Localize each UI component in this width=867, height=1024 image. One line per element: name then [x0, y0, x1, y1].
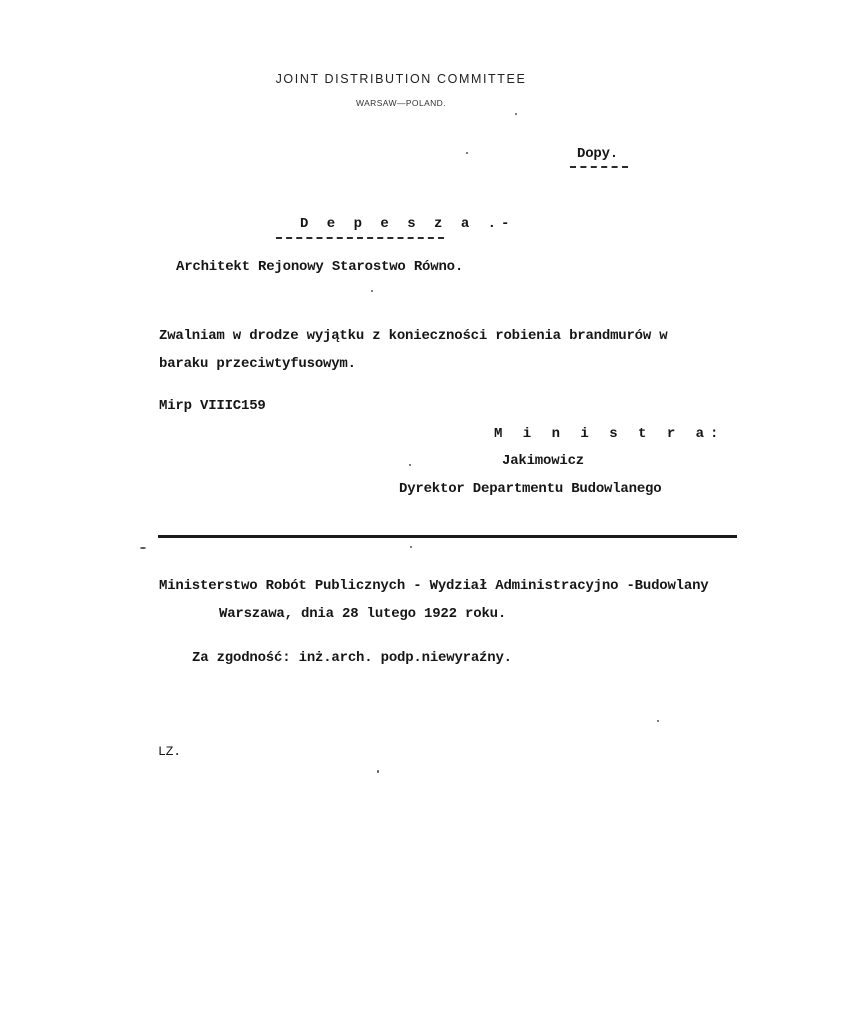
typist-initials: LZ.	[158, 744, 181, 759]
reference-number: Mirp VIIIC159	[159, 398, 266, 414]
scan-speck	[140, 547, 146, 549]
copy-mark-underline	[570, 166, 628, 168]
letterhead-location: WARSAW—POLAND.	[356, 98, 446, 108]
document-type-heading: D e p e s z a .-	[300, 216, 515, 232]
body-text-line-2: baraku przeciwtyfusowym.	[159, 356, 356, 372]
body-text-line-1: Zwalniam w drodze wyjątku z konieczności robienia brandmurów w	[159, 328, 668, 344]
scan-speck	[410, 546, 412, 548]
letterhead-organization: JOINT DISTRIBUTION COMMITTEE	[275, 72, 527, 86]
scan-speck	[377, 770, 379, 773]
scan-speck	[657, 720, 659, 722]
section-divider	[158, 535, 737, 538]
certification-ministry-line: Ministerstwo Robót Publicznych - Wydział Administracyjno -Budowlany	[159, 578, 709, 594]
signature-name: Jakimowicz	[502, 453, 585, 469]
signature-ministry: M i n i s t r a:	[494, 426, 725, 442]
certification-conformity-line: Za zgodność: inż.arch. podp.niewyraźny.	[192, 650, 512, 666]
scan-speck	[409, 464, 411, 466]
addressee: Architekt Rejonowy Starostwo Równo.	[176, 259, 464, 275]
certification-date-line: Warszawa, dnia 28 lutego 1922 roku.	[219, 606, 507, 622]
signature-title: Dyrektor Departmentu Budowlanego	[399, 481, 662, 497]
scan-speck	[466, 152, 468, 154]
copy-mark: Dopy.	[577, 146, 619, 162]
scan-speck	[515, 113, 517, 115]
scan-speck	[371, 290, 373, 292]
document-type-underline	[276, 237, 444, 239]
